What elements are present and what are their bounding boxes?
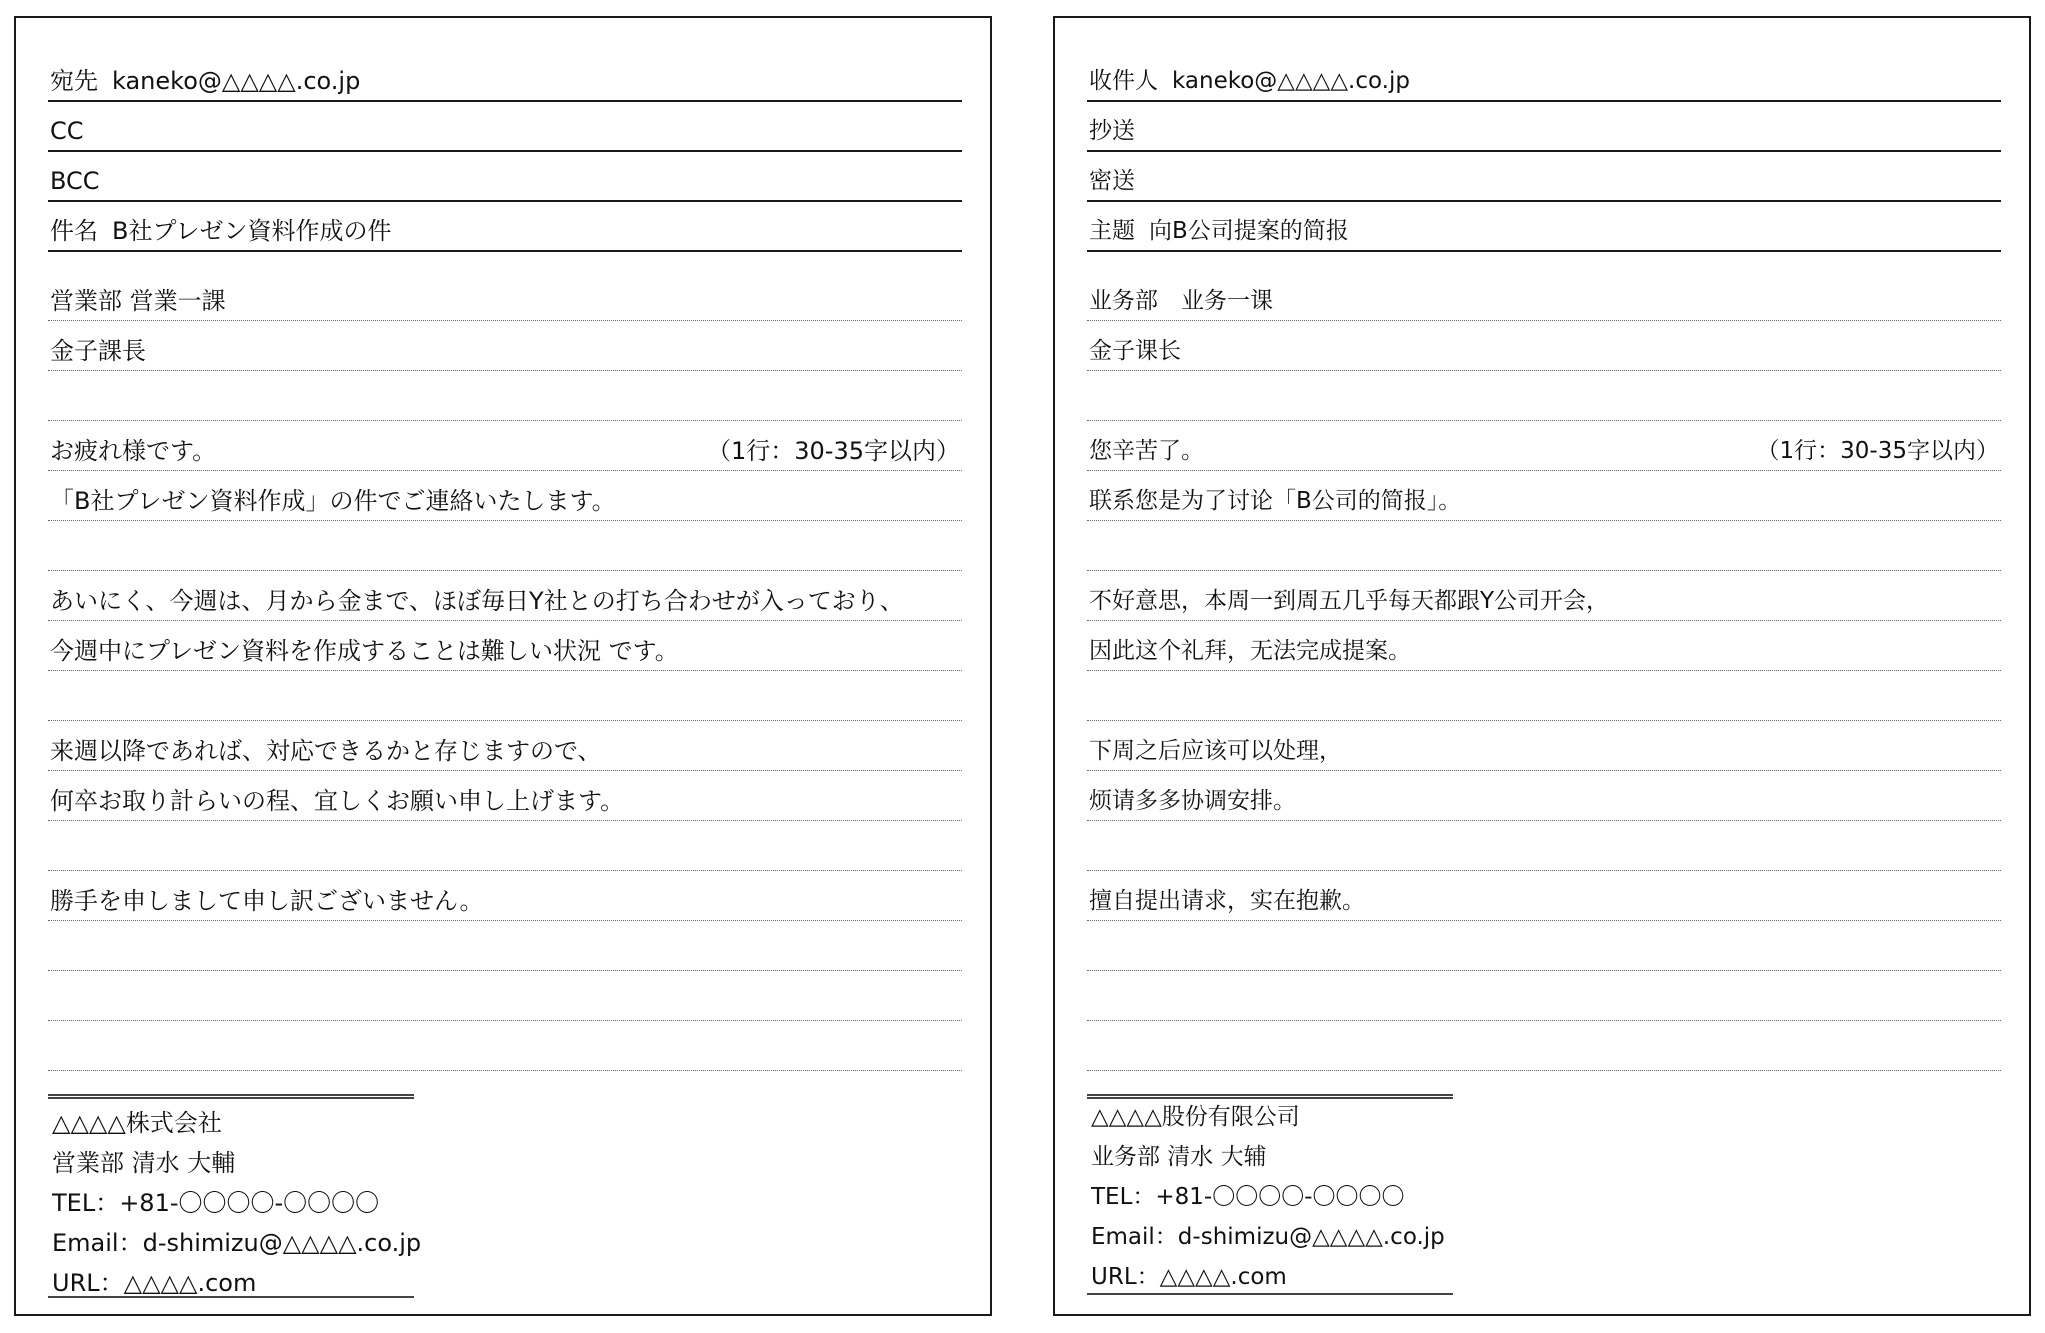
signature-email: Email：d-shimizu@△△△△.co.jp <box>52 1229 422 1257</box>
signature-company: △△△△株式会社 <box>52 1109 222 1137</box>
signature-tel: TEL：+81-〇〇〇〇-〇〇〇〇 <box>1091 1184 1405 1210</box>
department-text: 営業部 営業一課 <box>50 287 226 315</box>
body-line <box>1087 271 2001 321</box>
body-line-empty <box>1087 521 2001 571</box>
body-line-empty <box>48 521 962 571</box>
to-value: kaneko@△△△△.co.jp <box>112 67 361 95</box>
signature-bottom-rule <box>1087 1293 1453 1295</box>
cc-label: 抄送 <box>1089 118 1135 144</box>
subject-row[interactable] <box>1087 202 2001 252</box>
signature-name: 営業部 清水 大輔 <box>52 1149 236 1177</box>
signature-email: Email：d-shimizu@△△△△.co.jp <box>1091 1224 1445 1250</box>
body-line-empty <box>1087 971 2001 1021</box>
bcc-row[interactable] <box>1087 152 2001 202</box>
body-line-empty <box>1087 921 2001 971</box>
signature-url: URL：△△△△.com <box>1091 1264 1287 1290</box>
cc-row[interactable] <box>48 102 962 152</box>
to-row[interactable] <box>48 52 962 102</box>
body-text: 来週以降であれば、対応できるかと存じますので、 <box>50 737 602 765</box>
japanese-email-template <box>14 16 992 1316</box>
chinese-email-template <box>1053 16 2031 1316</box>
body-line <box>48 621 962 671</box>
to-line <box>50 66 360 96</box>
body-line-empty <box>48 371 962 421</box>
body-text: 联系您是为了讨论「B公司的简报」。 <box>1089 488 1462 514</box>
line-note: （1行：30-35字以内） <box>1756 438 1999 464</box>
body-line-empty <box>1087 821 2001 871</box>
recipient-text: 金子課長 <box>50 337 146 365</box>
to-label: 收件人 <box>1089 68 1158 94</box>
body-text: 不好意思，本周一到周五几乎每天都跟Y公司开会， <box>1089 588 1610 614</box>
to-line <box>1089 66 1410 96</box>
body-line-empty <box>1087 371 2001 421</box>
body-line <box>1087 571 2001 621</box>
body-line <box>48 321 962 371</box>
body-line-empty <box>48 671 962 721</box>
subject-value: B社プレゼン資料作成の件 <box>112 217 392 245</box>
subject-label: 主题 <box>1089 218 1135 244</box>
to-value: kaneko@△△△△.co.jp <box>1172 68 1410 94</box>
greeting-text: 您辛苦了。 <box>1089 438 1204 464</box>
recipient-text: 金子课长 <box>1089 338 1181 364</box>
body-line <box>48 421 962 471</box>
subject-value: 向B公司提案的简报 <box>1149 218 1349 244</box>
to-label: 宛先 <box>50 67 98 95</box>
signature-top-rule <box>1087 1094 1453 1099</box>
body-text: 因此这个礼拜，无法完成提案。 <box>1089 638 1411 664</box>
body-line-empty <box>1087 671 2001 721</box>
body-line-empty <box>48 971 962 1021</box>
bcc-label: BCC <box>50 167 100 195</box>
body-line-empty <box>48 921 962 971</box>
body-text: 何卒お取り計らいの程、宜しくお願い申し上げます。 <box>50 787 625 815</box>
body-line <box>1087 421 2001 471</box>
signature-url: URL：△△△△.com <box>52 1269 257 1297</box>
body-text: 「B社プレゼン資料作成」の件でご連絡いたします。 <box>50 487 616 515</box>
body-line <box>48 571 962 621</box>
subject-label: 件名 <box>50 217 98 245</box>
body-line <box>48 771 962 821</box>
body-line-empty <box>48 1021 962 1071</box>
body-line <box>48 271 962 321</box>
body-text: あいにく、今週は、月から金まで、ほぼ毎日Y社との打ち合わせが入っており、 <box>50 587 904 615</box>
body-line <box>1087 321 2001 371</box>
body-line <box>48 871 962 921</box>
bcc-label: 密送 <box>1089 168 1135 194</box>
body-line <box>48 721 962 771</box>
subject-row[interactable] <box>48 202 962 252</box>
subject-line <box>50 216 392 246</box>
body-text: 下周之后应该可以处理， <box>1089 738 1342 764</box>
body-text: 烦请多多协调安排。 <box>1089 788 1296 814</box>
body-line-empty <box>1087 1021 2001 1071</box>
body-line <box>1087 771 2001 821</box>
cc-row[interactable] <box>1087 102 2001 152</box>
subject-line <box>1089 216 1349 246</box>
body-line <box>48 471 962 521</box>
bcc-row[interactable] <box>48 152 962 202</box>
signature-company: △△△△股份有限公司 <box>1091 1104 1300 1130</box>
signature-top-rule <box>48 1094 414 1099</box>
body-line <box>1087 871 2001 921</box>
greeting-text: お疲れ様です。 <box>50 437 217 465</box>
body-line <box>1087 471 2001 521</box>
department-text: 业务部 业务一课 <box>1089 288 1273 314</box>
signature-tel: TEL：+81-〇〇〇〇-〇〇〇〇 <box>52 1189 380 1217</box>
signature-name: 业务部 清水 大辅 <box>1091 1144 1267 1170</box>
cc-label: CC <box>50 117 84 145</box>
body-line <box>1087 721 2001 771</box>
body-line <box>1087 621 2001 671</box>
to-row[interactable] <box>1087 52 2001 102</box>
signature-bottom-rule <box>48 1296 414 1298</box>
body-line-empty <box>48 821 962 871</box>
body-text: 擅自提出请求，实在抱歉。 <box>1089 888 1365 914</box>
body-text: 今週中にプレゼン資料を作成することは難しい状況 です。 <box>50 637 679 665</box>
line-note: （1行：30-35字以内） <box>706 437 960 465</box>
body-text: 勝手を申しまして申し訳ございません。 <box>50 887 484 915</box>
